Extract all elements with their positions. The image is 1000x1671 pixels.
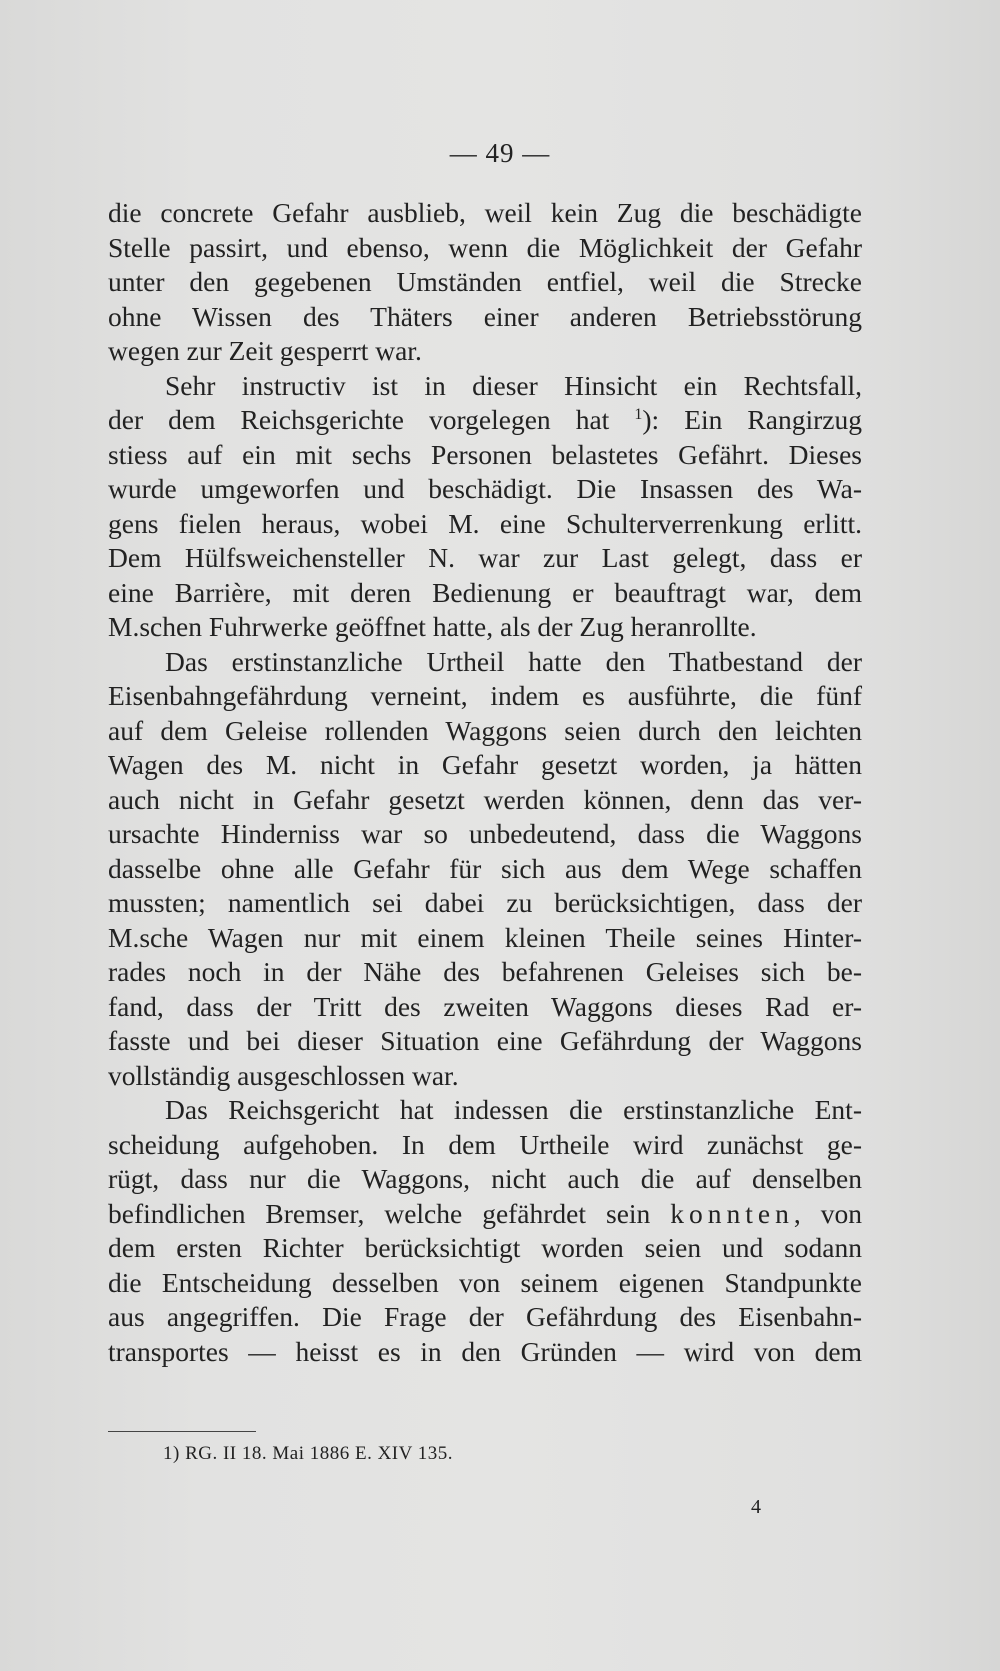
text-line: vollständig ausgeschlossen war. bbox=[108, 1059, 459, 1091]
page-number: — 49 — bbox=[449, 138, 551, 168]
text-line bbox=[108, 1197, 862, 1232]
text-line: Eisenbahngefährdung verneint, indem es ausführte, die fünf bbox=[108, 680, 862, 711]
text-line: Dem Hülfsweichensteller N. war zur Last gelegt, dass er bbox=[108, 542, 862, 573]
text-line: scheidung aufgehoben. In dem Urtheile wird zunächst ge- bbox=[108, 1128, 862, 1160]
body-text bbox=[108, 196, 862, 1369]
footnote: 1) RG. II 18. Mai 1886 E. XIV 135. bbox=[163, 1443, 454, 1464]
text-line: rügt, dass nur die Waggons, nicht auch die auf denselben bbox=[108, 1163, 862, 1194]
text-line: M.sche Wagen nur mit einem kleinen Theile seines Hinter- bbox=[108, 921, 862, 953]
text-line: fand, dass der Tritt des zweiten Waggons dieses Rad er- bbox=[108, 990, 862, 1022]
text-segment: ): Ein Rangirzug bbox=[642, 404, 862, 435]
text-line: Stelle passirt, und ebenso, wenn die Möglichkeit der Gefahr bbox=[108, 231, 862, 263]
text-line bbox=[108, 403, 862, 438]
text-line: ohne Wissen des Thäters einer anderen Betriebsstörung bbox=[108, 300, 862, 332]
footnote-marker: 1 bbox=[634, 405, 643, 423]
text-line: aus angegriffen. Die Frage der Gefährdung des Eisenbahn- bbox=[108, 1301, 862, 1332]
text-line: wurde umgeworfen und beschädigt. Die Insassen des Wa- bbox=[108, 473, 862, 504]
footnote-divider bbox=[108, 1431, 256, 1432]
text-segment: befindlichen Bremser, welche gefährdet sein bbox=[108, 1197, 651, 1229]
text-line: transportes — heisst es in den Gründen — wird von dem bbox=[108, 1335, 862, 1367]
emphasized-word: konnten bbox=[670, 1197, 794, 1229]
text-line: rades noch in der Nähe des befahrenen Geleises sich be- bbox=[108, 956, 862, 987]
text-line: auch nicht in Gefahr gesetzt werden können, denn das ver- bbox=[108, 783, 862, 815]
text-line: ursachte Hinderniss war so unbedeutend, dass die Waggons bbox=[108, 818, 862, 849]
text-line: eine Barrière, mit deren Bedienung er beauftragt war, dem bbox=[108, 576, 862, 608]
text-line: mussten; namentlich sei dabei zu berücksichtigen, dass der bbox=[108, 887, 862, 918]
text-line: Wagen des M. nicht in Gefahr gesetzt worden, ja hätten bbox=[108, 749, 862, 780]
text-line: auf dem Geleise rollenden Waggons seien durch den leichten bbox=[108, 714, 862, 746]
text-segment: , von bbox=[793, 1197, 863, 1229]
text-line: gens fielen heraus, wobei M. eine Schulterverrenkung erlitt. bbox=[108, 507, 862, 539]
text-line: Das Reichsgericht hat indessen die erstinstanzliche Ent- bbox=[165, 1094, 862, 1125]
text-line: wegen zur Zeit gesperrt war. bbox=[108, 335, 422, 366]
text-line: dasselbe ohne alle Gefahr für sich aus dem Wege schaffen bbox=[108, 852, 862, 884]
text-line: M.schen Fuhrwerke geöffnet hatte, als der Zug heranrollte. bbox=[108, 611, 757, 642]
text-segment: der dem Reichsgerichte vorgelegen hat bbox=[108, 404, 610, 435]
text-line: die Entscheidung desselben von seinem eigenen Standpunkte bbox=[108, 1266, 862, 1298]
text-line: fasste und bei dieser Situation eine Gefährdung der Waggons bbox=[108, 1025, 862, 1056]
text-line: die concrete Gefahr ausblieb, weil kein Zug die beschädigte bbox=[108, 197, 862, 228]
text-line: unter den gegebenen Umständen entfiel, weil die Strecke bbox=[108, 266, 862, 297]
text-line: Sehr instructiv ist in dieser Hinsicht ein Rechtsfall, bbox=[165, 369, 862, 401]
text-line: dem ersten Richter berücksichtigt worden seien und sodann bbox=[108, 1232, 862, 1263]
text-line: Das erstinstanzliche Urtheil hatte den Thatbestand der bbox=[165, 645, 862, 677]
text-line: stiess auf ein mit sechs Personen belastetes Gefährt. Dieses bbox=[108, 438, 862, 470]
signature-mark: 4 bbox=[751, 1496, 761, 1518]
